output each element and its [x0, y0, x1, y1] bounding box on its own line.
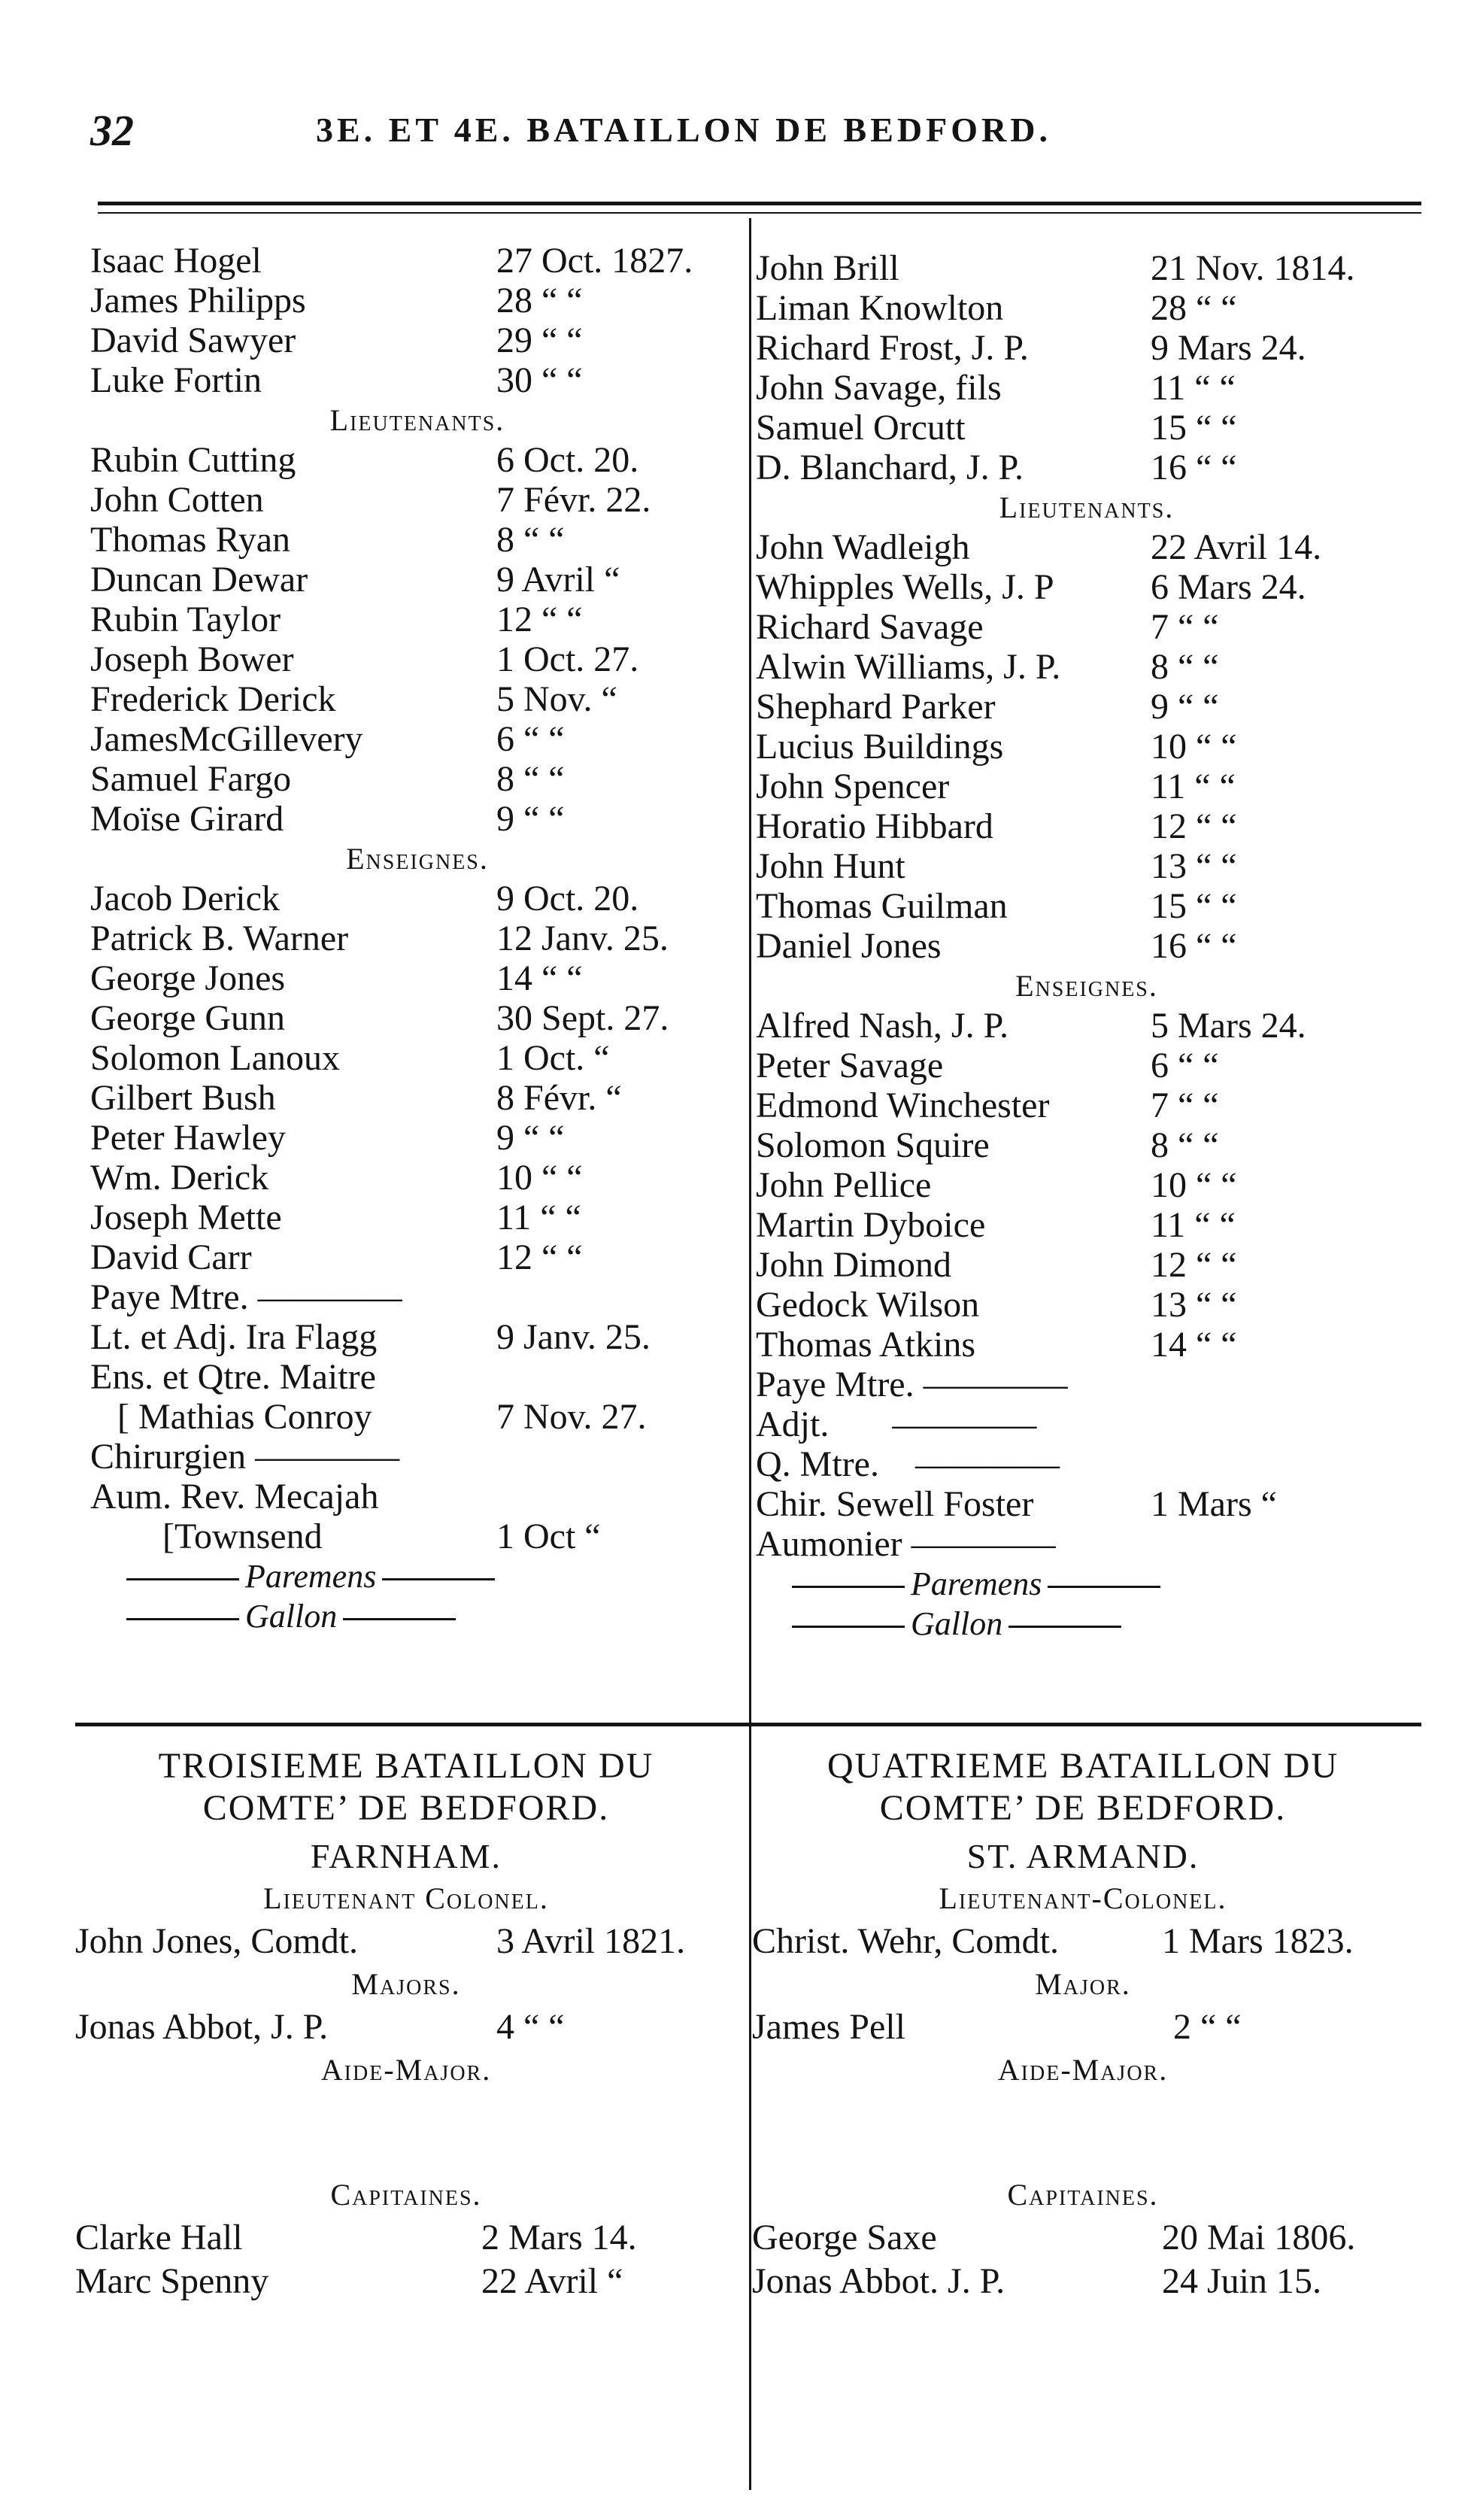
list-item: Samuel Fargo 8 “ “: [90, 759, 565, 799]
staff-item: Aumonier ————: [756, 1524, 1056, 1564]
list-item: Edmond Winchester 7 “ “: [756, 1085, 1219, 1125]
section-heading-enseignes: Enseignes.: [1015, 969, 1158, 1003]
list-item: Richard Savage 7 “ “: [756, 607, 1219, 647]
list-item: John Cotten 7 Févr. 22.: [90, 480, 651, 520]
list-item: Patrick B. Warner 12 Janv. 25.: [90, 918, 669, 958]
dash-rule: [343, 1618, 456, 1620]
list-item: Wm. Derick 10 “ “: [90, 1158, 583, 1198]
section-title-line-1: QUATRIEME BATAILLON DU: [827, 1746, 1339, 1786]
list-item: Jacob Derick 9 Oct. 20.: [90, 879, 639, 918]
list-item: Richard Frost, J. P. 9 Mars 24.: [756, 328, 1306, 368]
list-item: Liman Knowlton 28 “ “: [756, 288, 1237, 328]
list-item: George Saxe 20 Mai 1806.: [752, 2218, 1356, 2257]
list-item: David Sawyer 29 “ “: [90, 320, 583, 360]
list-item: Isaac Hogel 27 Oct. 1827.: [90, 241, 693, 281]
fourth-battalion-section: [752, 1745, 1414, 2303]
dash-rule: [792, 1586, 905, 1588]
section-title-line-2: COMTE’ DE BEDFORD.: [879, 1788, 1287, 1828]
paremens-label: Paremens: [911, 1565, 1042, 1602]
list-item: Alfred Nash, J. P. 5 Mars 24.: [756, 1006, 1306, 1046]
dash-rule: [126, 1578, 239, 1580]
list-item: Rubin Cutting 6 Oct. 20.: [90, 440, 639, 480]
list-item: John Dimond 12 “ “: [756, 1245, 1237, 1285]
staff-item: Chirurgien ————: [90, 1437, 400, 1477]
section-heading-lt-colonel: Lieutenant Colonel.: [263, 1881, 549, 1915]
list-item: Jonas Abbot. J. P. 24 Juin 15.: [752, 2261, 1322, 2301]
gallon-label: Gallon: [245, 1598, 338, 1635]
section-heading-lt-colonel: Lieutenant-Colonel.: [939, 1881, 1227, 1915]
list-item: Duncan Dewar 9 Avril “: [90, 560, 620, 600]
list-item: Christ. Wehr, Comdt. 1 Mars 1823.: [752, 1921, 1354, 1961]
list-item: D. Blanchard, J. P. 16 “ “: [756, 448, 1237, 487]
list-item: Thomas Atkins 14 “ “: [756, 1325, 1237, 1365]
place-name: FARNHAM.: [310, 1837, 502, 1875]
section-title-line-2: COMTE’ DE BEDFORD.: [202, 1788, 610, 1828]
list-item: Whipples Wells, J. P 6 Mars 24.: [756, 567, 1306, 607]
section-heading-capitaines: Capitaines.: [330, 2178, 482, 2212]
list-item: Joseph Mette 11 “ “: [90, 1198, 581, 1237]
staff-item: Q. Mtre. ————: [756, 1444, 1060, 1484]
gallon-line: [756, 1604, 1418, 1644]
gallon-label: Gallon: [911, 1605, 1003, 1642]
list-item: Peter Hawley 9 “ “: [90, 1118, 565, 1158]
list-item: Martin Dyboice 11 “ “: [756, 1205, 1236, 1245]
list-item: Luke Fortin 30 “ “: [90, 360, 583, 400]
dash-rule: [1008, 1626, 1121, 1628]
list-item: Alwin Williams, J. P. 8 “ “: [756, 647, 1219, 687]
gallon-line: [90, 1596, 745, 1636]
list-item: Joseph Bower 1 Oct. 27.: [90, 639, 639, 679]
dash-rule: [1048, 1586, 1160, 1588]
section-heading-aide-major: Aide-Major.: [997, 2053, 1169, 2087]
section-title-line-1: TROISIEME BATAILLON DU: [158, 1746, 654, 1786]
staff-item: Lt. et Adj. Ira Flagg 9 Janv. 25.: [90, 1317, 651, 1357]
list-item: Lucius Buildings 10 “ “: [756, 727, 1237, 767]
list-item: Thomas Guilman 15 “ “: [756, 886, 1237, 926]
staff-item: Ens. et Qtre. Maitre: [90, 1357, 376, 1397]
dash-rule: [792, 1626, 905, 1628]
third-battalion-section: [75, 1745, 737, 2303]
list-item: Marc Spenny 22 Avril “: [75, 2261, 623, 2301]
running-title: 3E. ET 4E. BATAILLON DE BEDFORD.: [316, 111, 1051, 149]
section-rule: [75, 1723, 1421, 1726]
list-item: James Philipps 28 “ “: [90, 281, 583, 320]
spacer: [752, 2091, 1414, 2174]
list-item: Samuel Orcutt 15 “ “: [756, 408, 1237, 448]
staff-item: Aum. Rev. Mecajah: [90, 1477, 379, 1517]
dash-rule: [382, 1578, 495, 1580]
paremens-label: Paremens: [245, 1558, 377, 1595]
dash-rule: [126, 1618, 239, 1620]
place-name: ST. ARMAND.: [966, 1837, 1200, 1875]
staff-item: Paye Mtre. ————: [90, 1277, 402, 1317]
list-item: Solomon Lanoux 1 Oct. “: [90, 1038, 610, 1078]
list-item: George Gunn 30 Sept. 27.: [90, 998, 669, 1038]
list-item: Daniel Jones 16 “ “: [756, 926, 1237, 966]
staff-item: Chir. Sewell Foster 1 Mars “: [756, 1484, 1277, 1524]
list-item: John Jones, Comdt. 3 Avril 1821.: [75, 1921, 686, 1961]
list-item: John Spencer 11 “ “: [756, 767, 1236, 806]
staff-item: Adjt. ————: [756, 1404, 1037, 1444]
section-heading-majors: Majors.: [351, 1967, 461, 2001]
page-number: 32: [90, 106, 134, 155]
list-item: Peter Savage 6 “ “: [756, 1046, 1219, 1085]
list-item: George Jones 14 “ “: [90, 958, 583, 998]
paremens-line: [90, 1556, 745, 1596]
list-item: John Hunt 13 “ “: [756, 846, 1237, 886]
staff-item: [Townsend 1 Oct “: [90, 1517, 601, 1556]
header-rule-thin: [98, 212, 1421, 214]
list-item: John Pellice 10 “ “: [756, 1165, 1237, 1205]
list-item: Shephard Parker 9 “ “: [756, 687, 1219, 727]
spacer: [75, 2091, 737, 2174]
list-item: Gilbert Bush 8 Févr. “: [90, 1078, 622, 1118]
list-item: Frederick Derick 5 Nov. “: [90, 679, 617, 719]
list-item: Thomas Ryan 8 “ “: [90, 520, 565, 560]
paremens-line: [756, 1564, 1418, 1604]
section-heading-lieutenants: Lieutenants.: [999, 490, 1175, 524]
list-item: Horatio Hibbard 12 “ “: [756, 806, 1237, 846]
staff-item: [ Mathias Conroy 7 Nov. 27.: [90, 1397, 647, 1437]
header-rule-thick: [98, 202, 1421, 205]
list-item: John Wadleigh 22 Avril 14.: [756, 527, 1322, 567]
list-item: JamesMcGillevery 6 “ “: [90, 719, 565, 759]
section-heading-major: Major.: [1035, 1967, 1131, 2001]
left-column: [90, 241, 745, 1636]
list-item: Moïse Girard 9 “ “: [90, 799, 565, 839]
column-divider: [749, 218, 751, 2490]
section-heading-lieutenants: Lieutenants.: [329, 403, 505, 437]
list-item: Gedock Wilson 13 “ “: [756, 1285, 1237, 1325]
list-item: Solomon Squire 8 “ “: [756, 1125, 1219, 1165]
page-header: [90, 105, 1414, 165]
section-heading-aide-major: Aide-Major.: [320, 2053, 492, 2087]
section-heading-enseignes: Enseignes.: [346, 842, 489, 876]
list-item: Clarke Hall 2 Mars 14.: [75, 2218, 637, 2257]
list-item: Rubin Taylor 12 “ “: [90, 600, 583, 639]
list-item: James Pell 2 “ “: [752, 2007, 1242, 2047]
staff-item: Paye Mtre. ————: [756, 1365, 1068, 1404]
list-item: David Carr 12 “ “: [90, 1237, 583, 1277]
section-heading-capitaines: Capitaines.: [1007, 2178, 1159, 2212]
right-column: [756, 248, 1418, 1644]
list-item: John Brill 21 Nov. 1814.: [756, 248, 1355, 288]
list-item: Jonas Abbot, J. P. 4 “ “: [75, 2007, 565, 2047]
list-item: John Savage, fils 11 “ “: [756, 368, 1236, 408]
